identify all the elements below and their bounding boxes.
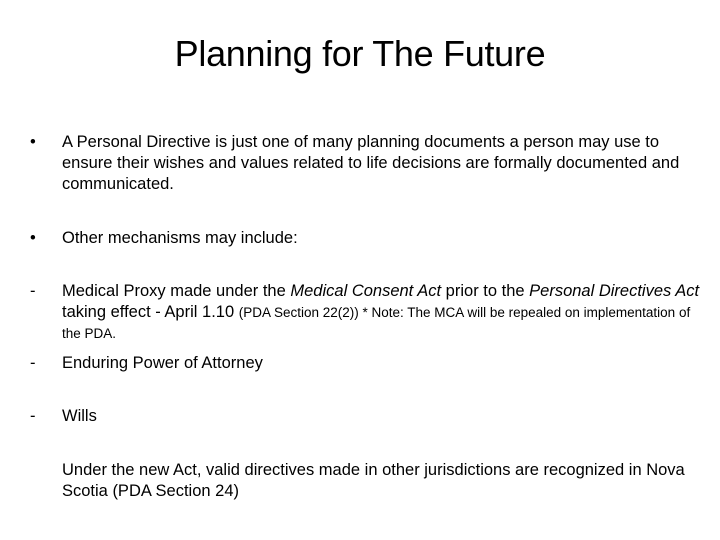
closing-text: Under the new Act, valid directives made in other jurisdictions are recognized in Nova Scotia (PDA Section 24) bbox=[62, 461, 685, 500]
dash-text bbox=[62, 281, 710, 344]
dash-item-power-of-attorney bbox=[30, 353, 710, 374]
text-run: prior to the bbox=[441, 282, 530, 300]
text-run: Medical Proxy made under the bbox=[62, 282, 291, 300]
closing-paragraph bbox=[30, 460, 710, 502]
act-name-italic: Medical Consent Act bbox=[290, 282, 442, 300]
bullet-marker: • bbox=[30, 229, 36, 247]
bullet-text: Other mechanisms may include: bbox=[62, 229, 298, 247]
slide-title: Planning for The Future bbox=[174, 33, 546, 74]
dash-marker: - bbox=[30, 407, 36, 425]
bullet-text: A Personal Directive is just one of many planning documents a person may use to ensure their wishes and values related to life decisions are formally documented and communicated. bbox=[62, 133, 680, 193]
act-name-italic: Personal Directives Act bbox=[529, 282, 700, 300]
bullet-item-other-mechanisms bbox=[30, 228, 710, 249]
dash-item-wills bbox=[30, 406, 710, 427]
dash-marker: - bbox=[30, 354, 36, 372]
bullet-marker: • bbox=[30, 133, 36, 151]
dash-text: Wills bbox=[62, 407, 97, 425]
text-run: taking effect - April 1.10 bbox=[62, 303, 239, 321]
dash-text: Enduring Power of Attorney bbox=[62, 354, 263, 372]
bullet-item-personal-directive bbox=[30, 132, 710, 195]
dash-item-medical-proxy bbox=[30, 281, 710, 344]
section-note: (PDA Section 22(2)) * Note: The MCA will be repealed on implementation of the PDA. bbox=[62, 305, 691, 341]
dash-marker: - bbox=[30, 282, 36, 300]
